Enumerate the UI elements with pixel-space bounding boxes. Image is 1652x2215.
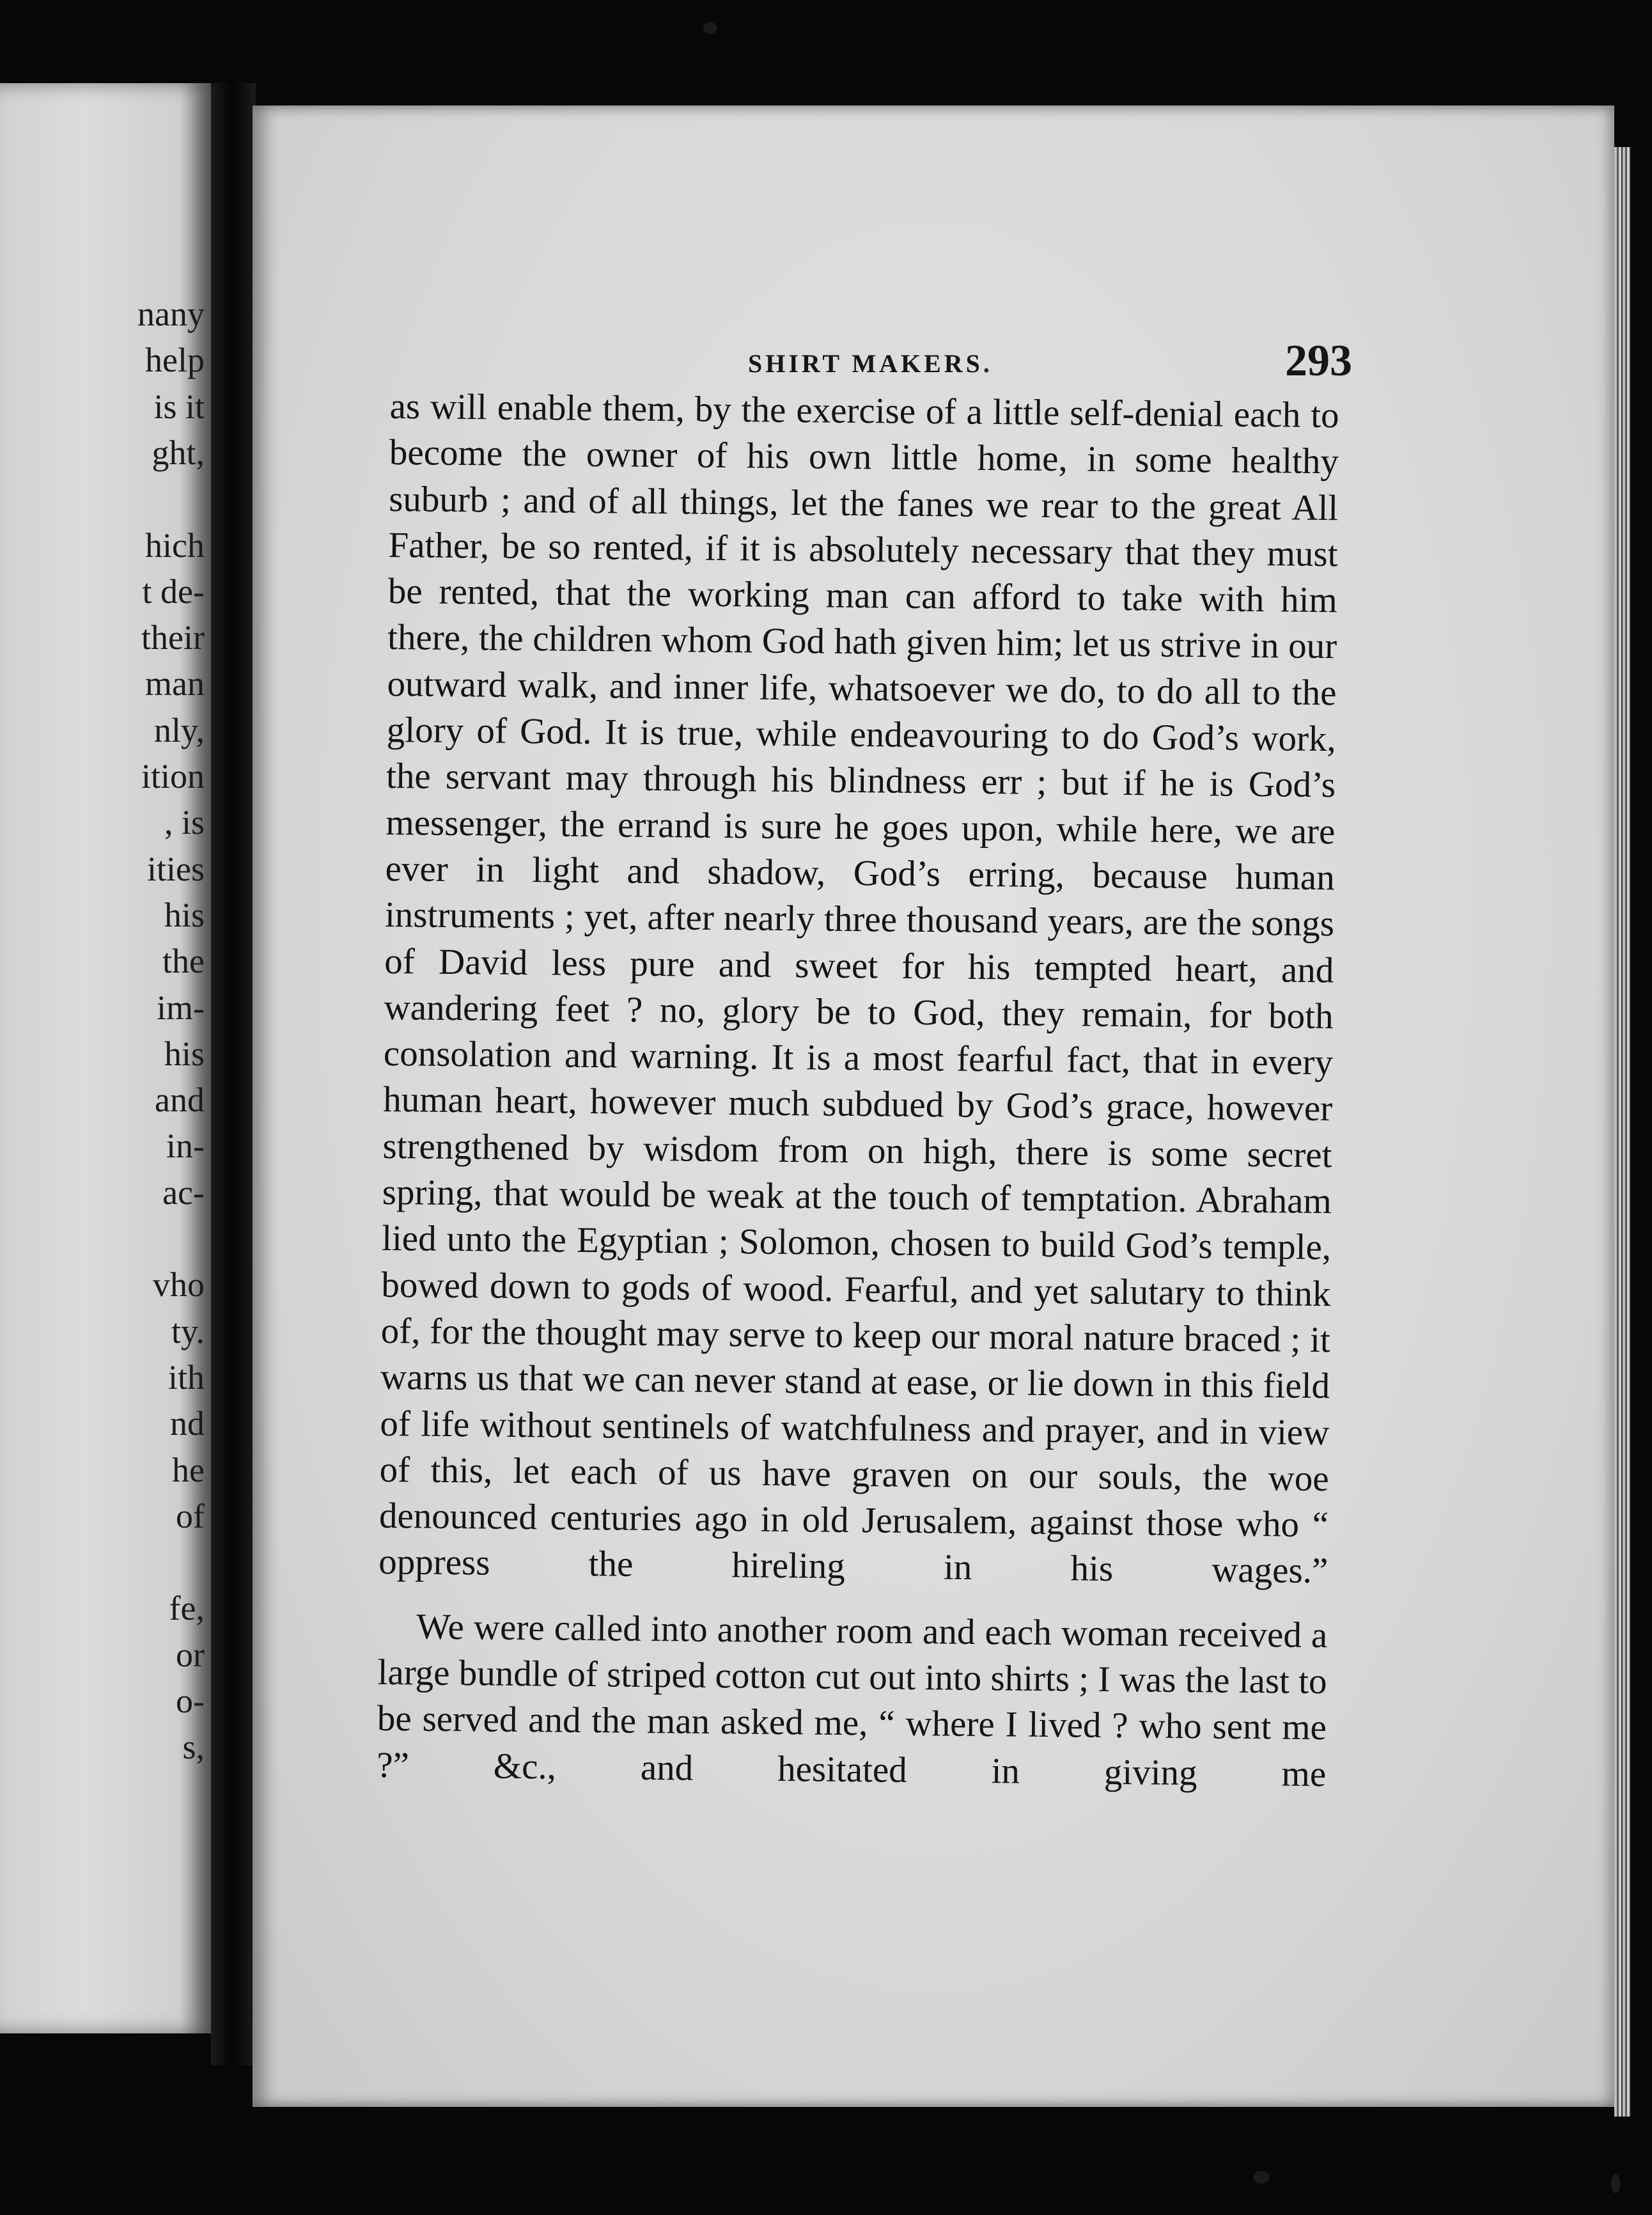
left-page-fragment: , is (164, 803, 205, 842)
left-page-fragment: vho (153, 1265, 205, 1304)
left-page-fragment: he (172, 1450, 205, 1489)
left-page (0, 83, 211, 2033)
left-page-fragment: ght, (152, 433, 205, 472)
ink-speck (703, 22, 717, 34)
ink-speck (1253, 2171, 1270, 2184)
page-number: 293 (1285, 336, 1352, 386)
left-page-fragment: the (162, 942, 205, 981)
left-page-fragment: nd (170, 1404, 205, 1443)
body-text (377, 384, 1339, 1797)
left-page-fragment: im- (157, 988, 205, 1027)
left-page-fragment: ith (168, 1358, 205, 1397)
left-page-fragment: fe, (169, 1589, 205, 1628)
left-page-fragment: ities (147, 849, 205, 888)
left-page-fragment: ition (141, 757, 205, 795)
left-page-fragment: is it (153, 387, 205, 426)
left-page-fragment: of (176, 1496, 205, 1535)
left-page-fragment: help (145, 341, 205, 380)
left-page-fragment: ty. (171, 1311, 205, 1350)
left-page-fragment: his (164, 1034, 205, 1073)
page-edge (1614, 147, 1631, 2117)
left-page-fragment: their (141, 618, 205, 657)
running-head: SHIRT MAKERS. (748, 349, 993, 378)
left-page-fragment: t de- (142, 572, 205, 611)
left-page-fragment: o- (176, 1682, 205, 1720)
left-page-fragment: s, (182, 1728, 205, 1767)
paragraph: as will enable them, by the exercise of a little self-denial each to become the owner of his own little home, in some healthy suburb ; and of all things, let the fanes we rear to the great All Father, be so rented, if it is absolutely necessary that they must be rented, that the working man can afford to take with him there, the children whom God hath given him; let us strive in our outward walk, and inner life, whatsoever we do, to do all to the glory of God. It is true, while endeavouring to do God’s work, the servant may through his blindness err ; but if he is God’s messenger, the errand is sure he goes upon, while here, we are ever in light and shadow, God’s erring, because human instruments ; yet, after nearly three thousand years, are the songs of David less pure and sweet for his tempted heart, and wandering feet ? no, glory be to God, they remain, for both consolation and warning. It is a most fearful fact, that in every human heart, however much subdued by God’s grace, however strengthened by wisdom from on high, there is some secret spring, that would be weak at the touch of temptation. Abraham lied unto the Egyptian ; Solomon, chosen to build God’s temple, bowed down to gods of wood. Fearful, and yet salutary to think of, for the thought may serve to keep our moral nature braced ; it warns us that we can never stand at ease, or lie down in this field of life without sentinels of watchfulness and prayer, and in view of this, let each of us have graven on our souls, the woe denounced centuries ago in old Jerusalem, against those who “ oppress the hireling in his wages.” (378, 386, 1339, 1592)
left-page-fragment: nly, (154, 710, 205, 749)
left-page-fragment: or (176, 1635, 205, 1674)
left-page-fragment: ac- (162, 1173, 205, 1212)
left-page-fragment: nany (137, 295, 205, 333)
paragraph: We were called into another room and each woman received a large bundle of striped cotton cut out into shirts ; I was the last to be served and the man asked me, “ where I lived ? who sent me ?” &c., and hesitated in giving me (376, 1606, 1328, 1794)
book-gutter (211, 83, 256, 2065)
left-page-fragment: man (145, 664, 205, 703)
left-page-fragment: and (155, 1081, 205, 1120)
ink-speck (1611, 2174, 1620, 2193)
left-page-fragment: his (164, 895, 205, 934)
left-page-fragment: hich (145, 526, 205, 565)
left-page-fragment: in- (166, 1127, 205, 1166)
